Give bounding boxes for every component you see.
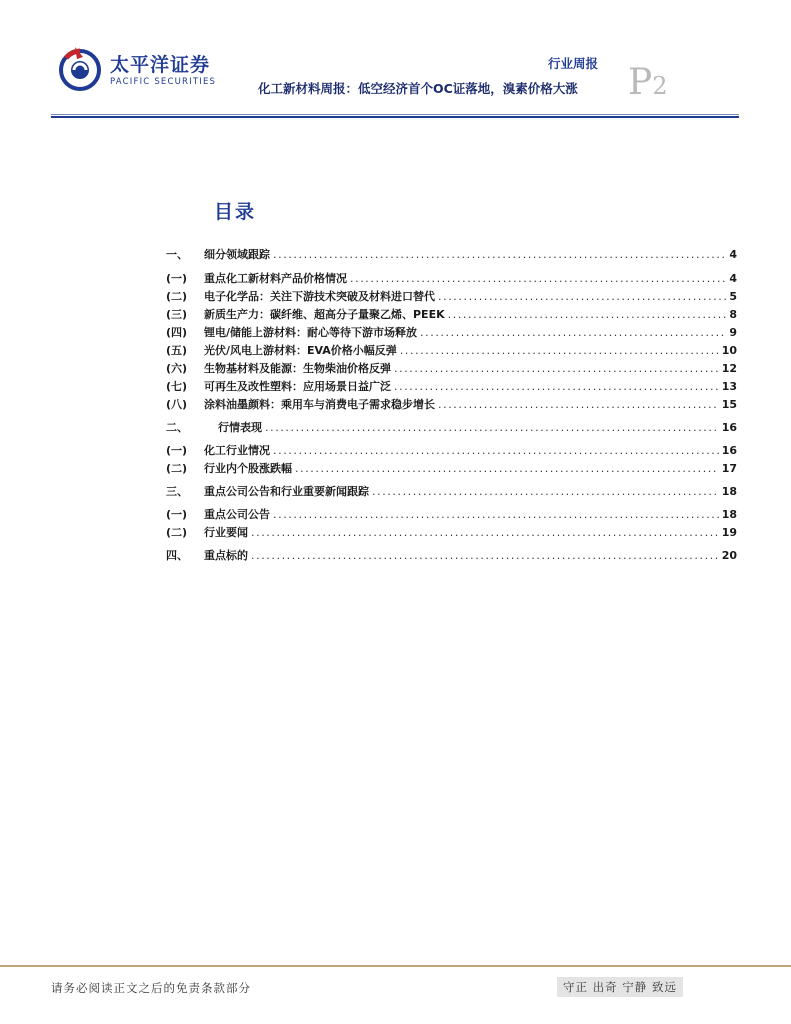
toc-entry-title: 重点标的 bbox=[204, 549, 248, 562]
toc-entry-1-8[interactable] bbox=[166, 396, 737, 412]
toc-entry-1-4[interactable] bbox=[166, 324, 737, 340]
toc-entry-page: 20 bbox=[721, 548, 737, 562]
company-logo bbox=[56, 44, 226, 96]
toc-entry-1-3[interactable] bbox=[166, 306, 737, 322]
toc-entry-page: 17 bbox=[721, 461, 737, 475]
toc-dot-leader bbox=[251, 526, 719, 539]
toc-dot-leader bbox=[273, 508, 719, 521]
toc-entry-title: 细分领域跟踪 bbox=[204, 248, 270, 261]
toc-dot-leader bbox=[394, 380, 719, 393]
toc-entry-3-2[interactable] bbox=[166, 524, 737, 540]
pacific-securities-logo-icon bbox=[56, 44, 104, 92]
toc-entry-3-1[interactable] bbox=[166, 506, 737, 522]
toc-entry-2-2[interactable] bbox=[166, 460, 737, 476]
toc-dot-leader bbox=[350, 272, 726, 285]
toc-entry-1-5[interactable] bbox=[166, 342, 737, 358]
toc-entry-number: (二) bbox=[166, 462, 188, 475]
toc-entry-number: (七) bbox=[166, 380, 188, 393]
toc-entry-number: (一) bbox=[166, 444, 188, 457]
toc-dot-leader bbox=[420, 326, 726, 339]
toc-entry-4[interactable] bbox=[166, 547, 737, 563]
toc-entry-1[interactable] bbox=[166, 246, 737, 262]
toc-entry-number: 二、 bbox=[166, 421, 188, 434]
toc-entry-title: 行业要闻 bbox=[204, 526, 248, 539]
toc-entry-page: 18 bbox=[721, 484, 737, 498]
toc-entry-number: 四、 bbox=[166, 549, 188, 562]
company-name-cn: 太平洋证券 bbox=[110, 54, 211, 76]
toc-entry-number: (四) bbox=[166, 326, 188, 339]
toc-entry-page: 8 bbox=[729, 307, 737, 321]
company-name-en: PACIFIC SECURITIES bbox=[110, 77, 217, 87]
toc-dot-leader bbox=[273, 248, 726, 261]
toc-entry-title: 光伏/风电上游材料：EVA价格小幅反弹 bbox=[204, 344, 397, 357]
report-type: 行业周报 bbox=[548, 56, 599, 71]
toc-dot-leader bbox=[265, 421, 719, 434]
header-rule-thin bbox=[51, 114, 739, 115]
toc-heading: 目录 bbox=[214, 201, 257, 223]
page-digit: 2 bbox=[652, 72, 668, 100]
toc-dot-leader bbox=[273, 444, 719, 457]
toc-entry-page: 4 bbox=[729, 271, 737, 285]
toc-entry-page: 12 bbox=[721, 361, 737, 375]
toc-entry-2-1[interactable] bbox=[166, 442, 737, 458]
toc-entry-number: (六) bbox=[166, 362, 188, 375]
toc-entry-number: (八) bbox=[166, 398, 188, 411]
toc-entry-page: 13 bbox=[721, 379, 737, 393]
toc-entry-number: (一) bbox=[166, 508, 188, 521]
toc-entry-title: 重点公司公告 bbox=[204, 508, 270, 521]
toc-dot-leader bbox=[394, 362, 719, 375]
toc-entry-title: 涂料油墨颜料：乘用车与消费电子需求稳步增长 bbox=[204, 398, 435, 411]
footer-rule bbox=[0, 965, 791, 967]
toc-entry-page: 9 bbox=[729, 325, 737, 339]
toc-entry-title: 化工行业情况 bbox=[204, 444, 270, 457]
footer-disclaimer: 请务必阅读正文之后的免责条款部分 bbox=[51, 981, 251, 995]
toc-entry-page: 5 bbox=[729, 289, 737, 303]
toc-entry-title: 行情表现 bbox=[218, 421, 262, 434]
toc-entry-page: 16 bbox=[721, 420, 737, 434]
toc-entry-2[interactable] bbox=[166, 419, 737, 435]
toc-entry-page: 4 bbox=[729, 247, 737, 261]
toc-dot-leader bbox=[400, 344, 719, 357]
report-title: 化工新材料周报：低空经济首个OC证落地，溴素价格大涨 bbox=[258, 81, 578, 96]
toc-entry-title: 生物基材料及能源：生物柴油价格反弹 bbox=[204, 362, 391, 375]
toc-entry-page: 10 bbox=[721, 343, 737, 357]
toc-entry-3[interactable] bbox=[166, 483, 737, 499]
toc-dot-leader bbox=[448, 308, 727, 321]
toc-entry-number: (二) bbox=[166, 526, 188, 539]
toc-dot-leader bbox=[438, 398, 719, 411]
toc-entry-1-7[interactable] bbox=[166, 378, 737, 394]
toc-entry-title: 电子化学品：关注下游技术突破及材料进口替代 bbox=[204, 290, 435, 303]
toc-entry-1-6[interactable] bbox=[166, 360, 737, 376]
toc-entry-number: (五) bbox=[166, 344, 188, 357]
toc-dot-leader bbox=[372, 485, 719, 498]
toc-entry-1-2[interactable] bbox=[166, 288, 737, 304]
toc-entry-page: 16 bbox=[721, 443, 737, 457]
toc-entry-title: 重点化工新材料产品价格情况 bbox=[204, 272, 347, 285]
toc-entry-title: 新质生产力：碳纤维、超高分子量聚乙烯、PEEK bbox=[204, 308, 445, 321]
toc-entry-number: (二) bbox=[166, 290, 188, 303]
toc-entry-page: 18 bbox=[721, 507, 737, 521]
toc-dot-leader bbox=[251, 549, 719, 562]
toc-entry-page: 19 bbox=[721, 525, 737, 539]
toc-entry-number: (一) bbox=[166, 272, 188, 285]
toc-entry-title: 重点公司公告和行业重要新闻跟踪 bbox=[204, 485, 369, 498]
page-number bbox=[628, 62, 668, 103]
header-rule bbox=[51, 116, 739, 118]
toc-entry-title: 锂电/储能上游材料：耐心等待下游市场释放 bbox=[204, 326, 418, 339]
toc-entry-number: 一、 bbox=[166, 248, 188, 261]
footer-slogan: 守正 出奇 宁静 致远 bbox=[557, 977, 683, 997]
toc-dot-leader bbox=[295, 462, 719, 475]
toc-entry-title: 可再生及改性塑料：应用场景日益广泛 bbox=[204, 380, 391, 393]
toc-entry-1-1[interactable] bbox=[166, 270, 737, 286]
toc-entry-number: 三、 bbox=[166, 485, 188, 498]
toc-entry-number: (三) bbox=[166, 308, 188, 321]
toc-entry-page: 15 bbox=[721, 397, 737, 411]
toc-dot-leader bbox=[438, 290, 726, 303]
toc-entry-title: 行业内个股涨跌幅 bbox=[204, 462, 292, 475]
page-letter: P bbox=[628, 62, 653, 103]
